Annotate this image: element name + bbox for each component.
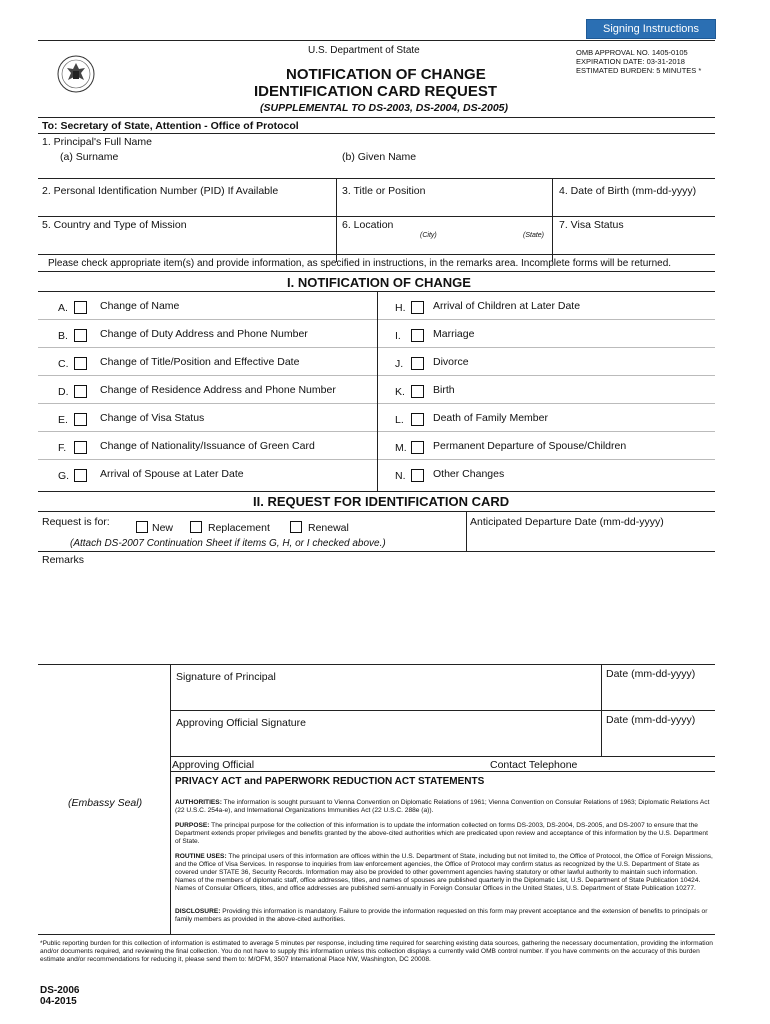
replacement-label: Replacement xyxy=(208,522,270,534)
row-divider xyxy=(377,403,715,404)
change-label: Change of Residence Address and Phone Number xyxy=(100,384,336,396)
change-checkbox-d[interactable] xyxy=(74,385,87,398)
remarks-field[interactable] xyxy=(42,568,712,660)
change-checkbox-g[interactable] xyxy=(74,469,87,482)
visa-status-label: 7. Visa Status xyxy=(559,219,624,231)
item-letter: E. xyxy=(58,414,68,426)
approving-signature-label: Approving Official Signature xyxy=(176,717,306,729)
row-divider xyxy=(377,347,715,348)
item-letter: L. xyxy=(395,414,404,426)
change-label: Divorce xyxy=(433,356,469,368)
to-line: To: Secretary of State, Attention - Office of Protocol xyxy=(42,120,299,132)
country-mission-label: 5. Country and Type of Mission xyxy=(42,219,187,231)
change-checkbox-l[interactable] xyxy=(411,413,424,426)
attach-note: (Attach DS-2007 Continuation Sheet if items G, H, or I checked above.) xyxy=(70,538,386,549)
date1-label: Date (mm-dd-yyyy) xyxy=(606,668,696,680)
contact-telephone-label: Contact Telephone xyxy=(490,759,578,771)
routine-uses-text: ROUTINE USES: The principal users of this information are offices within the U.S. Department of State, including but not limited to, the Office of Protocol, the Office of Foreign Missions, and the Office of Visa Services. In response to inquiries from law enforcement agencies, the Office of Protocol may confirm status as recognized by the U.S. Department of State as covered under STATE 36, Security Records. Information may also be provided to other government agencies having statutory or other lawful authority to maintain such information. Names of the members of diplomatic staff, office addresses, titles, and names of spouses are published quarterly in the Diplomatic List, U.S. Department of State Publication 10424. Names of Consular Officers, titles, and office addresses are published semi-annually in Foreign Consular Offices in the United States, U.S. Department of State Publication 10277. xyxy=(175,853,713,892)
row-divider xyxy=(377,459,715,460)
change-label: Change of Visa Status xyxy=(100,412,205,424)
country-mission-field[interactable] xyxy=(42,232,332,244)
renewal-checkbox[interactable] xyxy=(290,521,302,533)
omb-burden: ESTIMATED BURDEN: 5 MINUTES * xyxy=(576,66,702,75)
item-letter: C. xyxy=(58,358,69,370)
item-letter: F. xyxy=(58,442,67,454)
date2-field[interactable] xyxy=(606,730,712,742)
section2-title: II. REQUEST FOR IDENTIFICATION CARD xyxy=(253,494,510,509)
change-label: Marriage xyxy=(433,328,475,340)
change-label: Change of Nationality/Issuance of Green Card xyxy=(100,440,315,452)
request-is-for-label: Request is for: xyxy=(42,516,110,528)
form-date: 04-2015 xyxy=(40,996,77,1007)
departure-date-label: Anticipated Departure Date (mm-dd-yyyy) xyxy=(470,516,664,528)
row-divider xyxy=(38,347,377,348)
change-label: Change of Title/Position and Effective Date xyxy=(100,356,300,368)
change-label: Change of Name xyxy=(100,300,180,312)
change-checkbox-c[interactable] xyxy=(74,357,87,370)
signature-principal-label: Signature of Principal xyxy=(176,671,276,683)
replacement-checkbox[interactable] xyxy=(190,521,202,533)
public-burden-text: *Public reporting burden for this collection of information is estimated to average 5 minutes per response, including time required for searching existing data sources, gathering the necessary documentation, providing the information and/or documents required, and reviewing the final collection. You do not have to supply this information unless this collection displays a currently valid OMB control number. If you have comments on the accuracy of this burden estimate and/or recommendations for reducing it, please send them to: M/OFM, 3507 International Place NW, Washington, DC 20008. xyxy=(40,940,713,963)
dob-field[interactable] xyxy=(558,198,712,210)
item-letter: H. xyxy=(395,302,406,314)
change-label: Other Changes xyxy=(433,468,505,480)
item-letter: B. xyxy=(58,330,68,342)
title-position-field[interactable] xyxy=(342,198,548,210)
row-divider xyxy=(38,459,377,460)
remarks-label: Remarks xyxy=(42,554,85,566)
row-divider xyxy=(377,319,715,320)
new-checkbox[interactable] xyxy=(136,521,148,533)
pid-field[interactable] xyxy=(42,198,332,210)
change-checkbox-f[interactable] xyxy=(74,441,87,454)
item-letter: I. xyxy=(395,330,401,342)
change-checkbox-j[interactable] xyxy=(411,357,424,370)
approving-official-label: Approving Official xyxy=(172,759,255,771)
approving-signature-field[interactable] xyxy=(176,734,596,746)
state-label: (State) xyxy=(523,232,545,239)
item-letter: J. xyxy=(395,358,404,370)
ds-2006-form xyxy=(38,40,715,934)
row-divider xyxy=(38,431,377,432)
given-name-label: (b) Given Name xyxy=(342,151,417,163)
instructions-text: Please check appropriate item(s) and provide information, as specified in instructions, in the remarks area. Incomplete forms will be returned. xyxy=(48,258,672,269)
departure-date-field[interactable] xyxy=(470,530,710,542)
row-divider xyxy=(38,403,377,404)
given-name-field[interactable] xyxy=(342,164,712,176)
item-letter: N. xyxy=(395,470,406,482)
department-name: U.S. Department of State xyxy=(308,45,420,56)
location-label: 6. Location xyxy=(342,219,394,231)
item-letter: A. xyxy=(58,302,68,314)
change-checkbox-n[interactable] xyxy=(411,469,424,482)
row-divider xyxy=(377,431,715,432)
omb-approval: OMB APPROVAL NO. 1405-0105 xyxy=(576,48,688,57)
item-letter: K. xyxy=(395,386,405,398)
form-title-line1: NOTIFICATION OF CHANGE xyxy=(286,66,486,83)
change-checkbox-e[interactable] xyxy=(74,413,87,426)
change-checkbox-h[interactable] xyxy=(411,301,424,314)
form-top-border xyxy=(38,40,715,41)
purpose-text: PURPOSE: The principal purpose for the collection of this information is to update the information collected on forms DS-2003, DS-2004, DS-2005, and DS-2007 to ensure that the Department extends proper privileges and benefits granted by the above-cited authorities which are predicated upon review and acceptance of this information by the U.S. Department of State. xyxy=(175,822,708,845)
surname-field[interactable] xyxy=(42,164,332,176)
change-label: Permanent Departure of Spouse/Children xyxy=(433,440,627,452)
city-label: (City) xyxy=(420,232,437,239)
date1-field[interactable] xyxy=(606,684,712,696)
pid-label: 2. Personal Identification Number (PID) If Available xyxy=(42,185,279,197)
change-checkbox-a[interactable] xyxy=(74,301,87,314)
dob-label: 4. Date of Birth (mm-dd-yyyy) xyxy=(559,185,697,197)
item-letter: D. xyxy=(58,386,69,398)
row-divider xyxy=(38,375,377,376)
surname-label: (a) Surname xyxy=(60,151,119,163)
change-label: Change of Duty Address and Phone Number xyxy=(100,328,308,340)
visa-status-field[interactable] xyxy=(558,232,712,244)
change-checkbox-m[interactable] xyxy=(411,441,424,454)
date2-label: Date (mm-dd-yyyy) xyxy=(606,714,696,726)
change-label: Death of Family Member xyxy=(433,412,548,424)
form-subtitle: (SUPPLEMENTAL TO DS-2003, DS-2004, DS-2005) xyxy=(260,102,508,114)
disclosure-text: DISCLOSURE: Providing this information is mandatory. Failure to provide the information requested on this form may prevent acceptance and the extension of benefits to principals or family members as provided in the above-cited authorities. xyxy=(175,908,708,923)
change-checkbox-i[interactable] xyxy=(411,329,424,342)
form-title-line2: IDENTIFICATION CARD REQUEST xyxy=(254,83,498,100)
item-letter: M. xyxy=(395,442,407,454)
change-label: Arrival of Children at Later Date xyxy=(433,300,581,312)
location-field[interactable] xyxy=(342,242,548,254)
signing-instructions-button[interactable]: Signing Instructions xyxy=(586,19,716,39)
change-label: Birth xyxy=(433,384,455,396)
privacy-title: PRIVACY ACT and PAPERWORK REDUCTION ACT STATEMENTS xyxy=(175,776,485,787)
great-seal-icon xyxy=(56,54,96,94)
form-number: DS-2006 xyxy=(40,985,80,996)
change-checkbox-b[interactable] xyxy=(74,329,87,342)
row-divider xyxy=(377,375,715,376)
authorities-text: AUTHORITIES: The information is sought pursuant to Vienna Convention on Diplomatic Relations of 1961; Vienna Convention on Consular Relations of 1963; Diplomatic Relations Act (22 U.S.C. 254a-e), and International Organizations Immunities Act (22 U.S.C. 288e (a)). xyxy=(175,799,710,814)
change-checkbox-k[interactable] xyxy=(411,385,424,398)
item-letter: G. xyxy=(58,470,70,482)
omb-expiration: EXPIRATION DATE: 03-31-2018 xyxy=(576,57,685,66)
signature-principal-field[interactable] xyxy=(176,688,596,700)
new-label: New xyxy=(152,522,174,534)
title-position-label: 3. Title or Position xyxy=(342,185,426,197)
section1-title: I. NOTIFICATION OF CHANGE xyxy=(287,275,471,290)
renewal-label: Renewal xyxy=(308,522,349,534)
principal-name-label: 1. Principal's Full Name xyxy=(42,136,152,148)
embassy-seal-label: (Embassy Seal) xyxy=(68,797,143,809)
row-divider xyxy=(38,319,377,320)
change-label: Arrival of Spouse at Later Date xyxy=(100,468,244,480)
